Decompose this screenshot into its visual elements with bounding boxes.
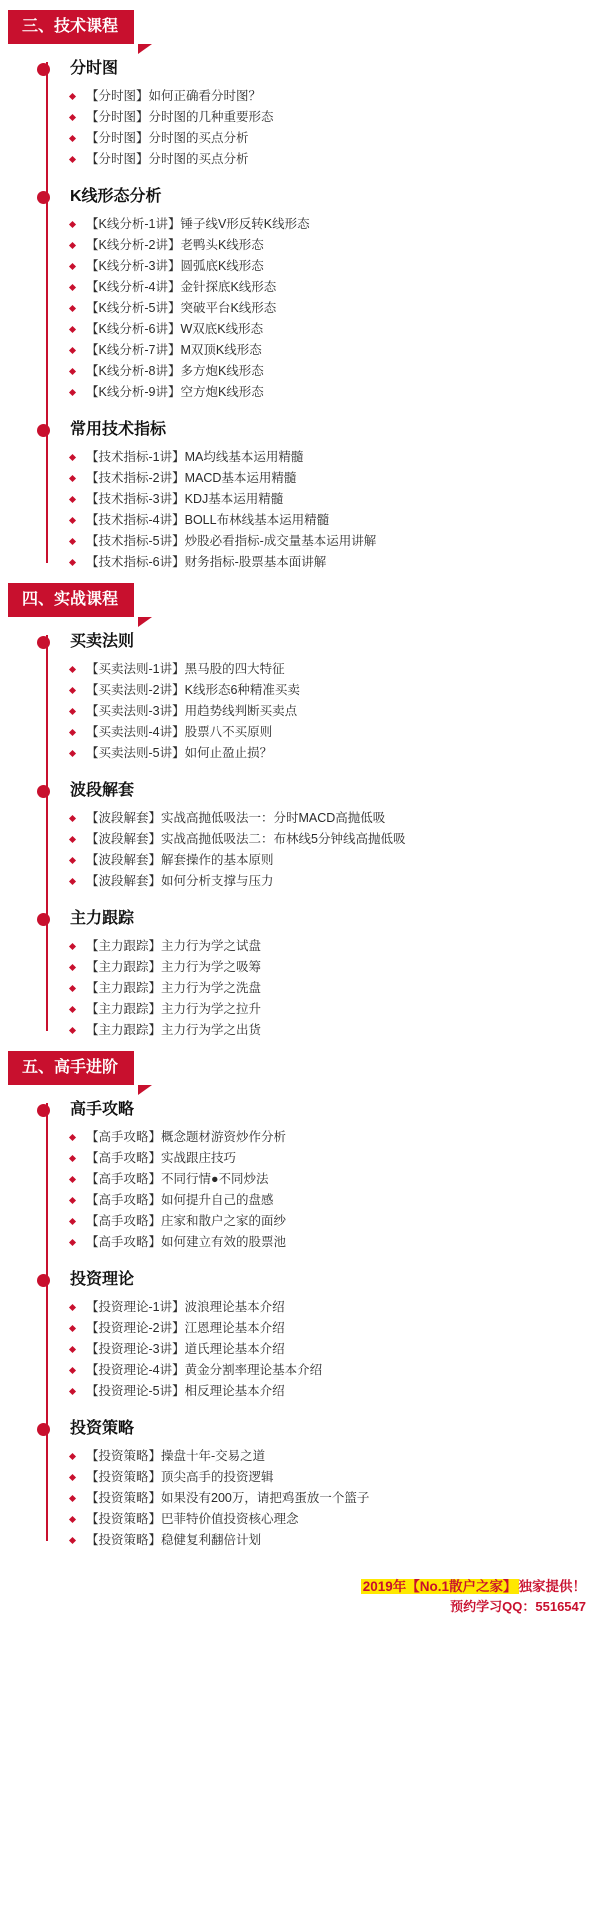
group-list <box>34 1095 600 1551</box>
lesson-label: 【主力跟踪】主力行为学之试盘 <box>86 939 262 953</box>
lesson-list <box>64 1446 600 1551</box>
diamond-bullet-icon <box>69 242 76 249</box>
list-item[interactable] <box>64 447 600 468</box>
lesson-list <box>64 808 600 892</box>
footer-contact-line: 预约学习QQ：5516547 <box>450 1599 586 1614</box>
list-item[interactable] <box>64 1339 600 1360</box>
list-item[interactable] <box>64 1232 600 1253</box>
bullet-dot-icon <box>37 913 50 926</box>
diamond-bullet-icon <box>69 114 76 121</box>
list-item[interactable] <box>64 1211 600 1232</box>
bullet-dot-icon <box>37 1104 50 1117</box>
group-title <box>64 1265 600 1295</box>
lesson-label: 【投资理论-4讲】黄金分割率理论基本介绍 <box>86 1363 323 1377</box>
group-technical-indicators <box>34 415 600 573</box>
lesson-label: 【主力跟踪】主力行为学之吸筹 <box>86 960 262 974</box>
section-banner-label: 三、技术课程 <box>8 10 134 44</box>
spacer <box>64 170 600 178</box>
list-item[interactable] <box>64 1190 600 1211</box>
group-title <box>64 54 600 84</box>
lesson-label: 【K线分析-8讲】多方炮K线形态 <box>86 364 264 378</box>
lesson-label: 【技术指标-6讲】财务指标-股票基本面讲解 <box>86 555 327 569</box>
diamond-bullet-icon <box>69 517 76 524</box>
list-item[interactable] <box>64 531 600 552</box>
diamond-bullet-icon <box>69 1239 76 1246</box>
diamond-bullet-icon <box>69 1155 76 1162</box>
group-title-label: 投资策略 <box>70 1420 135 1437</box>
list-item[interactable] <box>64 298 600 319</box>
diamond-bullet-icon <box>69 750 76 757</box>
footer-provider-rest: 独家提供！ <box>518 1579 586 1594</box>
section-banner-label: 四、实战课程 <box>8 583 134 617</box>
list-item[interactable] <box>64 701 600 722</box>
lesson-label: 【波段解套】实战高抛低吸法一：分时MACD高抛低吸 <box>86 811 386 825</box>
section-banner-wrap <box>0 1051 600 1095</box>
lesson-list <box>64 1127 600 1253</box>
lesson-label: 【K线分析-5讲】突破平台K线形态 <box>86 301 277 315</box>
group-title-label: 分时图 <box>70 60 119 77</box>
lesson-label: 【高手攻略】不同行情●不同炒法 <box>86 1172 269 1186</box>
list-item[interactable] <box>64 489 600 510</box>
list-item[interactable] <box>64 1467 600 1488</box>
section-banner-label: 五、高手进阶 <box>8 1051 134 1085</box>
lesson-list <box>64 659 600 764</box>
diamond-bullet-icon <box>69 284 76 291</box>
lesson-label: 【投资策略】操盘十年-交易之道 <box>86 1449 266 1463</box>
group-candlestick-analysis <box>34 182 600 411</box>
diamond-bullet-icon <box>69 943 76 950</box>
list-item[interactable] <box>64 850 600 871</box>
list-item[interactable] <box>64 659 600 680</box>
bullet-dot-icon <box>37 636 50 649</box>
lesson-label: 【K线分析-6讲】W双底K线形态 <box>86 322 264 336</box>
group-title <box>64 415 600 445</box>
lesson-label: 【波段解套】实战高抛低吸法二：布林线5分钟线高抛低吸 <box>86 832 406 846</box>
lesson-label: 【投资理论-2讲】江恩理论基本介绍 <box>86 1321 285 1335</box>
lesson-label: 【高手攻略】如何建立有效的股票池 <box>86 1235 287 1249</box>
bullet-dot-icon <box>37 191 50 204</box>
diamond-bullet-icon <box>69 708 76 715</box>
list-item[interactable] <box>64 128 600 149</box>
lesson-label: 【高手攻略】如何提升自己的盘感 <box>86 1193 274 1207</box>
lesson-label: 【技术指标-3讲】KDJ基本运用精髓 <box>86 492 284 506</box>
lesson-label: 【投资理论-5讲】相反理论基本介绍 <box>86 1384 285 1398</box>
section-banner-wrap <box>0 10 600 54</box>
section-banner <box>8 1051 600 1085</box>
diamond-bullet-icon <box>69 135 76 142</box>
group-title-label: 常用技术指标 <box>70 421 167 438</box>
diamond-bullet-icon <box>69 475 76 482</box>
diamond-bullet-icon <box>69 454 76 461</box>
diamond-bullet-icon <box>69 156 76 163</box>
list-item[interactable] <box>64 1509 600 1530</box>
group-swing-unwind <box>34 776 600 900</box>
group-title-label: 投资理论 <box>70 1271 135 1288</box>
lesson-label: 【买卖法则-5讲】如何止盈止损？ <box>86 746 273 760</box>
group-list <box>34 54 600 573</box>
list-item[interactable] <box>64 235 600 256</box>
list-item[interactable] <box>64 256 600 277</box>
lesson-label: 【K线分析-2讲】老鸭头K线形态 <box>86 238 264 252</box>
lesson-label: 【技术指标-2讲】MACD基本运用精髓 <box>86 471 297 485</box>
list-item[interactable] <box>64 1446 600 1467</box>
diamond-bullet-icon <box>69 347 76 354</box>
group-title-label: K线形态分析 <box>70 188 162 205</box>
bullet-dot-icon <box>37 424 50 437</box>
section-banner <box>8 10 600 44</box>
diamond-bullet-icon <box>69 1346 76 1353</box>
list-item[interactable] <box>64 999 600 1020</box>
list-item[interactable] <box>64 957 600 978</box>
list-item[interactable] <box>64 808 600 829</box>
lesson-label: 【高手攻略】庄家和散户之家的面纱 <box>86 1214 287 1228</box>
diamond-bullet-icon <box>69 1388 76 1395</box>
lesson-label: 【买卖法则-2讲】K线形态6种精准买卖 <box>86 683 300 697</box>
diamond-bullet-icon <box>69 496 76 503</box>
list-item[interactable] <box>64 1127 600 1148</box>
lesson-label: 【分时图】分时图的几种重要形态 <box>86 110 274 124</box>
diamond-bullet-icon <box>69 1134 76 1141</box>
group-trading-rules <box>34 627 600 772</box>
lesson-label: 【技术指标-1讲】MA均线基本运用精髓 <box>86 450 304 464</box>
bullet-dot-icon <box>37 1423 50 1436</box>
section-practical-courses <box>0 583 600 1041</box>
lesson-label: 【K线分析-1讲】锤子线V形反转K线形态 <box>86 217 310 231</box>
lesson-label: 【波段解套】如何分析支撑与压力 <box>86 874 274 888</box>
lesson-label: 【主力跟踪】主力行为学之出货 <box>86 1023 262 1037</box>
list-item[interactable] <box>64 978 600 999</box>
lesson-label: 【买卖法则-3讲】用趋势线判断买卖点 <box>86 704 298 718</box>
diamond-bullet-icon <box>69 221 76 228</box>
spacer <box>64 764 600 772</box>
group-investment-theory <box>34 1265 600 1410</box>
group-title <box>64 1414 600 1444</box>
diamond-bullet-icon <box>69 1218 76 1225</box>
footer <box>0 1577 600 1617</box>
list-item[interactable] <box>64 319 600 340</box>
lesson-label: 【买卖法则-4讲】股票八不买原则 <box>86 725 273 739</box>
diamond-bullet-icon <box>69 857 76 864</box>
list-item[interactable] <box>64 1318 600 1339</box>
list-item[interactable] <box>64 1020 600 1041</box>
group-title <box>64 904 600 934</box>
diamond-bullet-icon <box>69 836 76 843</box>
list-item[interactable] <box>64 361 600 382</box>
lesson-label: 【投资理论-1讲】波浪理论基本介绍 <box>86 1300 285 1314</box>
spacer <box>64 1402 600 1410</box>
lesson-label: 【买卖法则-1讲】黑马股的四大特征 <box>86 662 285 676</box>
lesson-list <box>64 214 600 403</box>
list-item[interactable] <box>64 382 600 403</box>
list-item[interactable] <box>64 1169 600 1190</box>
section-banner-wrap <box>0 583 600 627</box>
bullet-dot-icon <box>37 1274 50 1287</box>
diamond-bullet-icon <box>69 964 76 971</box>
lesson-label: 【K线分析-9讲】空方炮K线形态 <box>86 385 264 399</box>
list-item[interactable] <box>64 871 600 892</box>
bullet-dot-icon <box>37 63 50 76</box>
lesson-label: 【投资理论-3讲】道氏理论基本介绍 <box>86 1342 285 1356</box>
list-item[interactable] <box>64 86 600 107</box>
group-investment-strategy <box>34 1414 600 1551</box>
diamond-bullet-icon <box>69 1325 76 1332</box>
lesson-label: 【分时图】分时图的买点分析 <box>86 152 249 166</box>
lesson-label: 【波段解套】解套操作的基本原则 <box>86 853 274 867</box>
group-expert-strategies <box>34 1095 600 1261</box>
diamond-bullet-icon <box>69 1516 76 1523</box>
section-technical-courses <box>0 10 600 573</box>
list-item[interactable] <box>64 214 600 235</box>
diamond-bullet-icon <box>69 1495 76 1502</box>
list-item[interactable] <box>64 468 600 489</box>
group-list <box>34 627 600 1041</box>
lesson-label: 【主力跟踪】主力行为学之洗盘 <box>86 981 262 995</box>
lesson-label: 【投资策略】巴菲特价值投资核心理念 <box>86 1512 299 1526</box>
diamond-bullet-icon <box>69 1304 76 1311</box>
list-item[interactable] <box>64 936 600 957</box>
list-item[interactable] <box>64 510 600 531</box>
bullet-dot-icon <box>37 785 50 798</box>
diamond-bullet-icon <box>69 1474 76 1481</box>
lesson-label: 【投资策略】稳健复利翻倍计划 <box>86 1533 262 1547</box>
diamond-bullet-icon <box>69 305 76 312</box>
list-item[interactable] <box>64 340 600 361</box>
diamond-bullet-icon <box>69 815 76 822</box>
banner-tail-shape <box>138 44 152 54</box>
list-item[interactable] <box>64 107 600 128</box>
spacer <box>64 892 600 900</box>
diamond-bullet-icon <box>69 1197 76 1204</box>
list-item[interactable] <box>64 1148 600 1169</box>
group-title <box>64 776 600 806</box>
section-advanced-courses <box>0 1051 600 1551</box>
diamond-bullet-icon <box>69 1006 76 1013</box>
diamond-bullet-icon <box>69 666 76 673</box>
diamond-bullet-icon <box>69 1176 76 1183</box>
spacer <box>64 403 600 411</box>
lesson-list <box>64 936 600 1041</box>
list-item[interactable] <box>64 1297 600 1318</box>
diamond-bullet-icon <box>69 687 76 694</box>
lesson-label: 【K线分析-7讲】M双顶K线形态 <box>86 343 262 357</box>
diamond-bullet-icon <box>69 985 76 992</box>
section-banner <box>8 583 600 617</box>
footer-provider-line <box>0 1577 586 1597</box>
lesson-label: 【投资策略】顶尖高手的投资逻辑 <box>86 1470 274 1484</box>
lesson-label: 【分时图】分时图的买点分析 <box>86 131 249 145</box>
group-title-label: 高手攻略 <box>70 1101 135 1118</box>
list-item[interactable] <box>64 1381 600 1402</box>
diamond-bullet-icon <box>69 729 76 736</box>
course-outline-page <box>0 10 600 1627</box>
diamond-bullet-icon <box>69 538 76 545</box>
group-title <box>64 1095 600 1125</box>
group-title <box>64 627 600 657</box>
diamond-bullet-icon <box>69 326 76 333</box>
list-item[interactable] <box>64 722 600 743</box>
list-item[interactable] <box>64 1530 600 1551</box>
lesson-label: 【K线分析-4讲】金针探底K线形态 <box>86 280 277 294</box>
list-item[interactable] <box>64 743 600 764</box>
diamond-bullet-icon <box>69 1453 76 1460</box>
lesson-label: 【分时图】如何正确看分时图？ <box>86 89 262 103</box>
diamond-bullet-icon <box>69 263 76 270</box>
lesson-list <box>64 1297 600 1402</box>
list-item[interactable] <box>64 829 600 850</box>
diamond-bullet-icon <box>69 93 76 100</box>
diamond-bullet-icon <box>69 389 76 396</box>
diamond-bullet-icon <box>69 1027 76 1034</box>
diamond-bullet-icon <box>69 1537 76 1544</box>
diamond-bullet-icon <box>69 368 76 375</box>
list-item[interactable] <box>64 1488 600 1509</box>
banner-tail-shape <box>138 1085 152 1095</box>
lesson-label: 【技术指标-5讲】炒股必看指标-成交量基本运用讲解 <box>86 534 377 548</box>
list-item[interactable] <box>64 149 600 170</box>
group-title <box>64 182 600 212</box>
lesson-label: 【主力跟踪】主力行为学之拉升 <box>86 1002 262 1016</box>
banner-tail-shape <box>138 617 152 627</box>
lesson-label: 【技术指标-4讲】BOLL布林线基本运用精髓 <box>86 513 330 527</box>
lesson-label: 【K线分析-3讲】圆弧底K线形态 <box>86 259 264 273</box>
group-title-label: 波段解套 <box>70 782 135 799</box>
list-item[interactable] <box>64 680 600 701</box>
group-title-label: 买卖法则 <box>70 633 135 650</box>
lesson-label: 【高手攻略】概念题材游资炒作分析 <box>86 1130 287 1144</box>
lesson-label: 【高手攻略】实战跟庄技巧 <box>86 1151 237 1165</box>
group-main-force-tracking <box>34 904 600 1041</box>
lesson-label: 【投资策略】如果没有200万，请把鸡蛋放一个篮子 <box>86 1491 370 1505</box>
list-item[interactable] <box>64 552 600 573</box>
footer-provider-highlight: 2019年【No.1散户之家】 <box>362 1579 517 1594</box>
spacer <box>64 1253 600 1261</box>
diamond-bullet-icon <box>69 878 76 885</box>
group-title-label: 主力跟踪 <box>70 910 135 927</box>
diamond-bullet-icon <box>69 1367 76 1374</box>
list-item[interactable] <box>64 1360 600 1381</box>
diamond-bullet-icon <box>69 559 76 566</box>
lesson-list <box>64 447 600 573</box>
lesson-list <box>64 86 600 170</box>
group-intraday-chart <box>34 54 600 178</box>
list-item[interactable] <box>64 277 600 298</box>
